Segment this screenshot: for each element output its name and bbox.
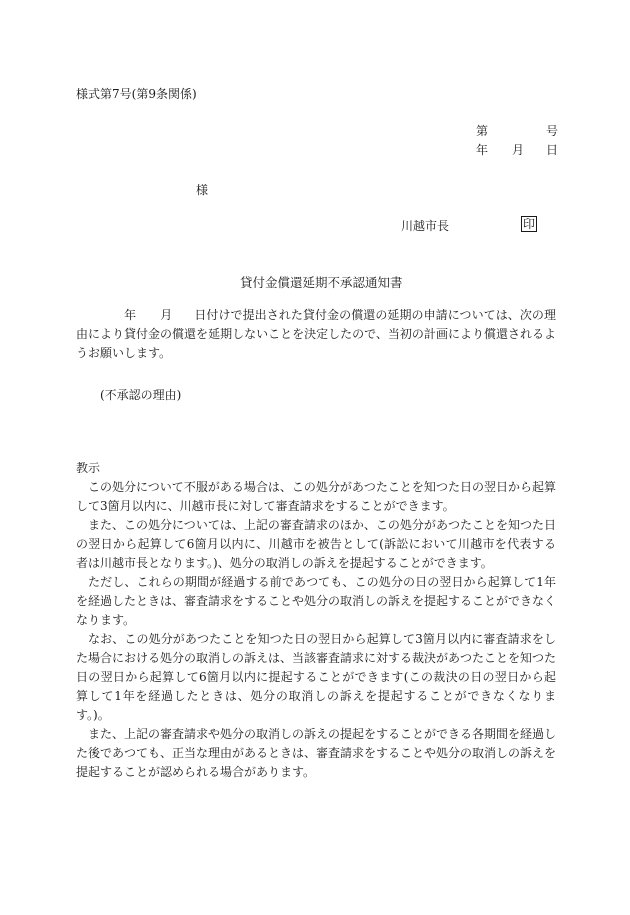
intro-text: 日付けで提出された貸付金の償還の延期の申請については、次の理由により貸付金の償還を延期しないことを決定したので、当初の計画により償還されるようお願いします。	[76, 308, 556, 360]
addressee-suffix: 様	[196, 183, 209, 197]
notice-paragraph: この処分について不服がある場合は、この処分があつたことを知つた日の翌日から起算して3箇月以内に、川越市長に対して審査請求をすることができます。	[76, 480, 556, 513]
notice-section	[76, 459, 556, 782]
reason-label: (不承認の理由)	[100, 388, 182, 402]
date-day: 日	[546, 143, 559, 157]
intro-paragraph	[76, 306, 556, 363]
date-month: 月	[512, 143, 525, 157]
notice-paragraph: また、この処分については、上記の審査請求のほか、この処分があつたことを知つた日の翌日から起算して6箇月以内に、川越市を被告として(訴訟において川越市を代表する者は川越市長となります。)、処分の取消しの訴えを提起することができます。	[76, 518, 556, 570]
notice-heading: 教示	[76, 461, 101, 475]
document-number	[476, 122, 488, 139]
document-title: 貸付金償還延期不承認通知書	[240, 275, 403, 290]
notice-paragraph: ただし、これらの期間が経過する前であつても、この処分の日の翌日から起算して1年を経過したときは、審査請求をすることや処分の取消しの訴えを提起することができなくなります。	[76, 575, 557, 627]
date-year: 年	[476, 143, 489, 157]
intro-month: 月	[160, 308, 173, 322]
form-label: 様式第7号(第9条関係)	[76, 87, 197, 101]
number-prefix: 第	[476, 124, 489, 138]
issuer-name: 川越市長	[401, 219, 450, 233]
intro-year: 年	[124, 308, 137, 322]
seal-mark	[521, 216, 537, 232]
notice-paragraph: また、上記の審査請求や処分の取消しの訴えの提起をすることができる各期間を経過した後であつても、正当な理由があるときは、審査請求をすることや処分の取消しの訴えを提起することが認められる場合があります。	[76, 727, 557, 779]
number-suffix: 号	[546, 124, 559, 138]
seal-label: 印	[523, 217, 536, 231]
notice-paragraph: なお、この処分があつたことを知つた日の翌日から起算して3箇月以内に審査請求をした場合における処分の取消しの訴えは、当該審査請求に対する裁決があつたことを知つた日の翌日から起算して6箇月以内に提起することができます(この裁決の日の翌日から起算して1年を経過したときは、処分の取消しの訴えを提起することができなくなります。)。	[76, 632, 557, 722]
